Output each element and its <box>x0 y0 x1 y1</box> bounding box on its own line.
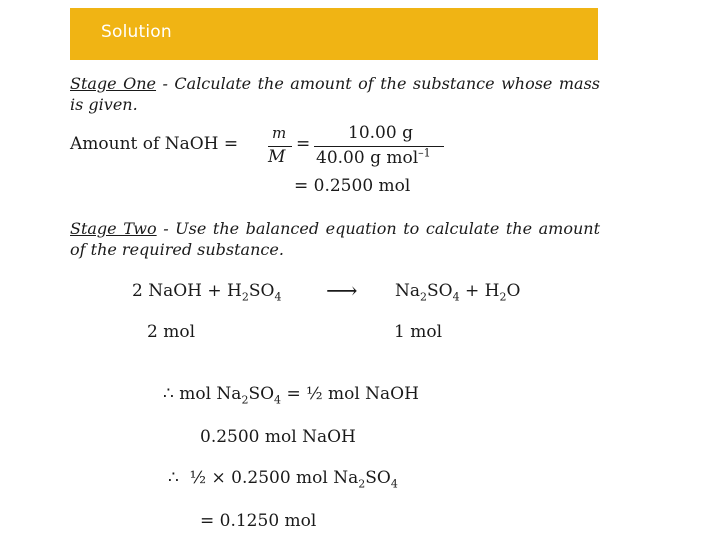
numerator-value: 10.00 g <box>348 123 413 143</box>
mol-right: 1 mol <box>394 322 443 342</box>
stage-one-label: Stage One <box>70 74 157 93</box>
molar-mass-symbol: M <box>268 147 286 167</box>
denominator-value: 40.00 g mol$^{-1}$ <box>316 146 431 168</box>
stage-one-text <box>70 73 600 115</box>
reaction-reactants: 2 NaOH + $H_2SO_4$ <box>132 281 282 304</box>
amount-result: = 0.2500 mol <box>294 176 411 196</box>
therefore-symbol: ∴ <box>168 468 179 488</box>
mass-symbol: m <box>272 124 287 142</box>
reaction-products: $Na_2SO_4 + H_2O$ <box>395 281 521 304</box>
stage-two-text <box>70 218 600 260</box>
step-line-2: 0.2500 mol NaOH <box>200 427 356 447</box>
stage-two-label: Stage Two <box>70 219 157 238</box>
therefore-symbol: ∴ <box>163 384 174 404</box>
stage-one-description: - Calculate the amount of the substance whose mass is given. <box>70 74 601 114</box>
equals-sign: = <box>296 134 311 154</box>
mol-left: 2 mol <box>147 322 196 342</box>
step-line-1: ∴ mol $Na_2SO_4$ = ½ mol NaOH <box>163 384 419 407</box>
amount-lhs: Amount of NaOH = <box>70 134 239 154</box>
solution-banner <box>70 8 598 60</box>
stage-two-description: - Use the balanced equation to calculate the amount of the required substance. <box>70 219 601 259</box>
reaction-arrow: ⟶ <box>326 279 358 304</box>
step-line-4: = 0.1250 mol <box>200 511 317 531</box>
banner-title: Solution <box>101 22 172 42</box>
step-line-3: ∴ ½ × 0.2500 mol $Na_2SO_4$ <box>168 468 398 491</box>
